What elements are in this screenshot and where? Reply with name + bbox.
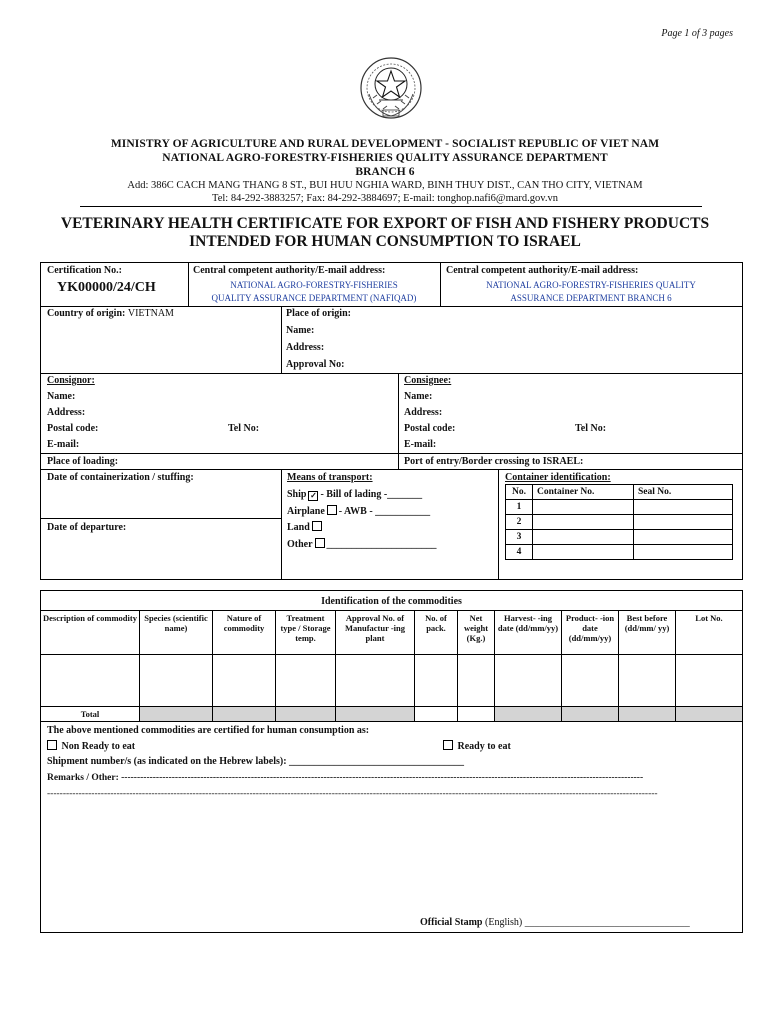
branch-heading: BRANCH 6 — [355, 166, 415, 178]
container-row-no: 2 — [506, 515, 533, 530]
col-production-date: Product- -ion date (dd/mm/yy) — [562, 611, 619, 655]
ship-checkbox[interactable]: ✓ — [310, 491, 317, 500]
consignor-name-label: Name: — [47, 391, 76, 402]
col-best-before: Best before (dd/mm/ yy) — [619, 611, 676, 655]
date-containerization-label: Date of containerization / stuffing: — [47, 472, 194, 483]
consignor-address-label: Address: — [47, 407, 86, 418]
place-of-loading-label: Place of loading: — [47, 456, 119, 467]
seal-no-cell[interactable] — [634, 530, 733, 545]
col-lot-no: Lot No. — [676, 611, 743, 655]
consignor-title: Consignor: — [47, 375, 95, 386]
header-divider — [80, 206, 702, 207]
consignor-postal-label: Postal code: — [47, 423, 99, 434]
container-identification-label: Container identification: — [505, 472, 611, 483]
ready-checkbox[interactable] — [443, 740, 453, 750]
total-label: Total — [41, 707, 140, 722]
authority2-value-2: ASSURANCE DEPARTMENT BRANCH 6 — [510, 293, 672, 303]
container-row-no: 3 — [506, 530, 533, 545]
certificate-subtitle: INTENDED FOR HUMAN CONSUMPTION TO ISRAEL — [189, 233, 581, 250]
official-stamp-line: (English) _________________________________ — [482, 917, 690, 928]
container-no-cell[interactable] — [533, 500, 634, 515]
container-no-cell[interactable] — [533, 530, 634, 545]
col-treatment: Treatment type / Storage temp. — [276, 611, 336, 655]
other-checkbox[interactable] — [315, 538, 325, 548]
cert-no-value: YK00000/24/CH — [57, 280, 156, 295]
awb-label: - AWB - ___________ — [338, 506, 431, 517]
bill-of-lading-label: - Bill of lading -_______ — [320, 489, 423, 500]
country-value: VIETNAM — [127, 308, 174, 319]
seal-no-cell[interactable] — [634, 500, 733, 515]
authority-value-1: NATIONAL AGRO-FORESTRY-FISHERIES — [230, 280, 398, 290]
seal-no-cell[interactable] — [634, 545, 733, 560]
container-header-seal-no: Seal No. — [634, 485, 733, 500]
container-header-no: No. — [506, 485, 533, 500]
remarks-continuation: ------------------------------------------------------------------------------------------------------------------------------------------------------------------------------------------------- — [47, 789, 658, 799]
commodities-title: Identification of the commodities — [321, 596, 462, 607]
col-net-weight: Net weight (Kg.) — [458, 611, 495, 655]
container-row-no: 1 — [506, 500, 533, 515]
contact-line: Tel: 84-292-3883257; Fax: 84-292-3884697; E-mail: tonghop.nafi6@mard.gov.vn — [212, 193, 558, 204]
ministry-heading: MINISTRY OF AGRICULTURE AND RURAL DEVELOPMENT - SOCIALIST REPUBLIC OF VIET NAM — [110, 138, 660, 150]
commodity-row[interactable] — [41, 655, 743, 707]
authority-label: Central competent authority/E-mail address: — [193, 265, 386, 276]
container-header-container-no: Container No. — [533, 485, 634, 500]
col-species: Species (scientific name) — [140, 611, 213, 655]
land-label: Land — [287, 522, 310, 533]
origin-name-label: Name: — [286, 325, 315, 336]
consignee-email-label: E-mail: — [404, 439, 437, 450]
shipment-number-line: Shipment number/s (as indicated on the Hebrew labels): ___________________________________ — [47, 756, 465, 767]
container-table — [505, 484, 733, 560]
commodities-table — [40, 610, 743, 722]
airplane-label: Airplane — [287, 506, 325, 517]
col-description: Description of commodity — [41, 611, 140, 655]
other-line: ______________________ — [326, 539, 437, 550]
container-no-cell[interactable] — [533, 515, 634, 530]
consignee-title: Consignee: — [404, 375, 452, 386]
container-no-cell[interactable] — [533, 545, 634, 560]
authority2-label: Central competent authority/E-mail address: — [446, 265, 639, 276]
container-row-no: 4 — [506, 545, 533, 560]
country-label: Country of origin: — [47, 308, 126, 319]
consignee-postal-label: Postal code: — [404, 423, 456, 434]
col-packs: No. of pack. — [415, 611, 458, 655]
certificate-title: VETERINARY HEALTH CERTIFICATE FOR EXPORT OF FISH AND FISHERY PRODUCTS — [60, 215, 710, 232]
other-label: Other — [287, 539, 313, 550]
origin-address-label: Address: — [286, 342, 325, 353]
consignee-name-label: Name: — [404, 391, 433, 402]
ready-label: Ready to eat — [457, 741, 511, 752]
cert-no-label: Certification No.: — [47, 265, 122, 276]
ship-label: Ship — [287, 489, 307, 500]
col-harvesting-date: Harvest- -ing date (dd/mm/yy) — [495, 611, 562, 655]
place-of-origin-label: Place of origin: — [286, 308, 351, 319]
consignee-address-label: Address: — [404, 407, 443, 418]
authority2-value-1: NATIONAL AGRO-FORESTRY-FISHERIES QUALITY — [486, 280, 696, 290]
approval-no-label: Approval No: — [286, 359, 345, 370]
port-of-entry-label: Port of entry/Border crossing to ISRAEL: — [404, 456, 584, 467]
airplane-checkbox[interactable] — [327, 505, 337, 515]
total-row — [41, 707, 743, 722]
date-departure-label: Date of departure: — [47, 522, 127, 533]
national-emblem-icon — [355, 54, 427, 126]
consignee-tel-label: Tel No: — [575, 423, 607, 434]
authority-value-2: QUALITY ASSURANCE DEPARTMENT (NAFIQAD) — [211, 293, 417, 303]
land-checkbox[interactable] — [312, 521, 322, 531]
col-approval: Approval No. of Manufactur -ing plant — [336, 611, 415, 655]
seal-no-cell[interactable] — [634, 515, 733, 530]
remarks-line: Remarks / Other: --------------------------------------------------------------------------------------------------------------------------------------------------------------------- — [47, 773, 644, 783]
address-line: Add: 386C CACH MANG THANG 8 ST., BUI HUU NGHIA WARD, BINH THUY DIST., CAN THO CITY, VIETNAM — [127, 180, 643, 191]
official-stamp-label: Official Stamp — [420, 917, 483, 928]
means-of-transport-label: Means of transport: — [287, 472, 373, 483]
department-heading: NATIONAL AGRO-FORESTRY-FISHERIES QUALITY ASSURANCE DEPARTMENT — [162, 152, 608, 164]
consignor-email-label: E-mail: — [47, 439, 80, 450]
non-ready-checkbox[interactable] — [47, 740, 57, 750]
page-number: Page 1 of 3 pages — [661, 28, 733, 39]
non-ready-label: Non Ready to eat — [61, 741, 136, 752]
col-nature: Nature of commodity — [213, 611, 276, 655]
consignor-tel-label: Tel No: — [228, 423, 260, 434]
certification-statement: The above mentioned commodities are certified for human consumption as: — [47, 725, 370, 736]
